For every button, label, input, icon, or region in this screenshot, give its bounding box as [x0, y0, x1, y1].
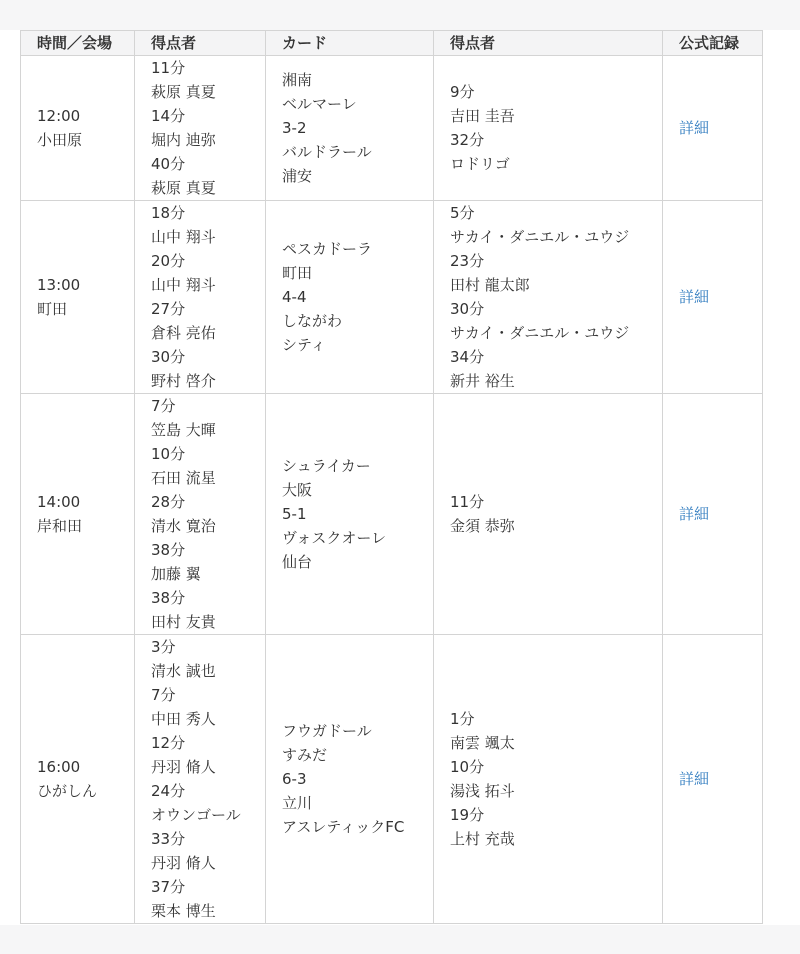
card-line: 3-2 [282, 119, 307, 137]
card-line: 5-1 [282, 505, 307, 523]
home-scorers-cell [135, 201, 266, 394]
scorer-entry: 3分 [151, 638, 176, 656]
details-link[interactable]: 詳細 [679, 770, 710, 788]
match-card-cell [266, 201, 434, 394]
away-scorers-cell [434, 201, 663, 394]
venue: ひがしん [37, 782, 98, 800]
details-link[interactable]: 詳細 [679, 119, 710, 137]
scorer-entry: 9分 [450, 83, 475, 101]
scorer-entry: 栗本 博生 [151, 902, 216, 920]
card-line: 立川 [282, 794, 313, 812]
scorer-entry: 南雲 颯太 [450, 734, 515, 752]
table-row [21, 201, 763, 394]
details-link[interactable]: 詳細 [679, 288, 710, 306]
scorer-entry: 10分 [151, 445, 186, 463]
scorer-entry: 30分 [450, 300, 485, 318]
card-line: シティ [282, 336, 326, 354]
scorer-entry: 10分 [450, 758, 485, 776]
header-card: カード [266, 31, 434, 56]
card-line: ヴォスクオーレ [282, 529, 387, 547]
scorer-entry: ロドリゴ [450, 155, 510, 173]
official-record-cell [663, 394, 763, 635]
home-scorers-cell [135, 56, 266, 201]
kickoff-time: 14:00 [37, 493, 81, 511]
scorer-entry: 30分 [151, 348, 186, 366]
scorer-entry: 金須 恭弥 [450, 517, 515, 535]
scorer-entry: 上村 充哉 [450, 830, 515, 848]
scorer-entry: 28分 [151, 493, 186, 511]
scorer-entry: 14分 [151, 107, 186, 125]
card-line: すみだ [282, 746, 328, 764]
away-scorers-cell [434, 394, 663, 635]
scorer-entry: 田村 龍太郎 [450, 276, 530, 294]
card-line: 仙台 [282, 553, 313, 571]
card-line: しながわ [282, 312, 343, 330]
table-row [21, 56, 763, 201]
scorer-entry: 33分 [151, 830, 186, 848]
official-record-cell [663, 201, 763, 394]
bottom-band [0, 925, 800, 954]
scorer-entry: 40分 [151, 155, 186, 173]
scorer-entry: 27分 [151, 300, 186, 318]
scorer-entry: 加藤 翼 [151, 565, 201, 583]
scorer-entry: 32分 [450, 131, 485, 149]
card-line: ペスカドーラ [282, 240, 373, 258]
scorer-entry: 清水 誠也 [151, 662, 216, 680]
scorer-entry: 20分 [151, 252, 186, 270]
venue: 小田原 [37, 131, 83, 149]
time-venue-cell [21, 394, 135, 635]
header-official-record: 公式記録 [663, 31, 763, 56]
scorer-entry: 野村 啓介 [151, 372, 216, 390]
match-card-cell [266, 635, 434, 924]
header-home-scorers: 得点者 [135, 31, 266, 56]
card-line: 6-3 [282, 770, 307, 788]
match-card-cell [266, 56, 434, 201]
scorer-entry: 1分 [450, 710, 475, 728]
scorer-entry: 11分 [450, 493, 485, 511]
scorer-entry: 山中 翔斗 [151, 276, 216, 294]
venue: 岸和田 [37, 517, 83, 535]
scorer-entry: 山中 翔斗 [151, 228, 216, 246]
scorer-entry: 丹羽 脩人 [151, 758, 216, 776]
card-line: 大阪 [282, 481, 313, 499]
away-scorers-cell [434, 56, 663, 201]
scorer-entry: 24分 [151, 782, 186, 800]
time-venue-cell [21, 635, 135, 924]
scorer-entry: 萩原 真夏 [151, 83, 216, 101]
scorer-entry: オウンゴール [151, 806, 241, 824]
kickoff-time: 13:00 [37, 276, 81, 294]
scorer-entry: 中田 秀人 [151, 710, 216, 728]
official-record-cell [663, 56, 763, 201]
card-line: ベルマーレ [282, 95, 357, 113]
scorer-entry: 38分 [151, 589, 186, 607]
table-row [21, 394, 763, 635]
time-venue-cell [21, 56, 135, 201]
details-link[interactable]: 詳細 [679, 505, 710, 523]
scorer-entry: サカイ・ダニエル・ユウジ [450, 324, 630, 342]
match-results-table [20, 30, 763, 924]
top-band [0, 0, 800, 30]
card-line: 浦安 [282, 167, 313, 185]
scorer-entry: 吉田 圭吾 [450, 107, 515, 125]
table-header-row [21, 31, 763, 56]
scorer-entry: 7分 [151, 686, 176, 704]
card-line: 町田 [282, 264, 313, 282]
scorer-entry: 湯浅 拓斗 [450, 782, 515, 800]
scorer-entry: 田村 友貴 [151, 613, 216, 631]
scorer-entry: 19分 [450, 806, 485, 824]
table-row [21, 635, 763, 924]
card-line: フウガドール [282, 722, 372, 740]
scorer-entry: 38分 [151, 541, 186, 559]
venue: 町田 [37, 300, 68, 318]
scorer-entry: 7分 [151, 397, 176, 415]
scorer-entry: 18分 [151, 204, 186, 222]
scorer-entry: 丹羽 脩人 [151, 854, 216, 872]
away-scorers-cell [434, 635, 663, 924]
scorer-entry: 12分 [151, 734, 186, 752]
header-time-venue: 時間／会場 [21, 31, 135, 56]
official-record-cell [663, 635, 763, 924]
card-line: 湘南 [282, 71, 313, 89]
time-venue-cell [21, 201, 135, 394]
kickoff-time: 12:00 [37, 107, 81, 125]
scorer-entry: 37分 [151, 878, 186, 896]
scorer-entry: 5分 [450, 204, 475, 222]
scorer-entry: 清水 寛治 [151, 517, 216, 535]
card-line: アスレティックFC [282, 818, 405, 836]
header-away-scorers: 得点者 [434, 31, 663, 56]
card-line: 4-4 [282, 288, 307, 306]
scorer-entry: 新井 裕生 [450, 372, 515, 390]
scorer-entry: 石田 流星 [151, 469, 216, 487]
scorer-entry: 萩原 真夏 [151, 179, 216, 197]
kickoff-time: 16:00 [37, 758, 81, 776]
scorer-entry: 34分 [450, 348, 485, 366]
scorer-entry: サカイ・ダニエル・ユウジ [450, 228, 630, 246]
scorer-entry: 笠島 大暉 [151, 421, 216, 439]
scorer-entry: 11分 [151, 59, 186, 77]
home-scorers-cell [135, 635, 266, 924]
scorer-entry: 23分 [450, 252, 485, 270]
scorer-entry: 堀内 迪弥 [151, 131, 216, 149]
match-card-cell [266, 394, 434, 635]
scorer-entry: 倉科 亮佑 [151, 324, 216, 342]
home-scorers-cell [135, 394, 266, 635]
card-line: バルドラール [282, 143, 372, 161]
card-line: シュライカー [282, 457, 371, 475]
